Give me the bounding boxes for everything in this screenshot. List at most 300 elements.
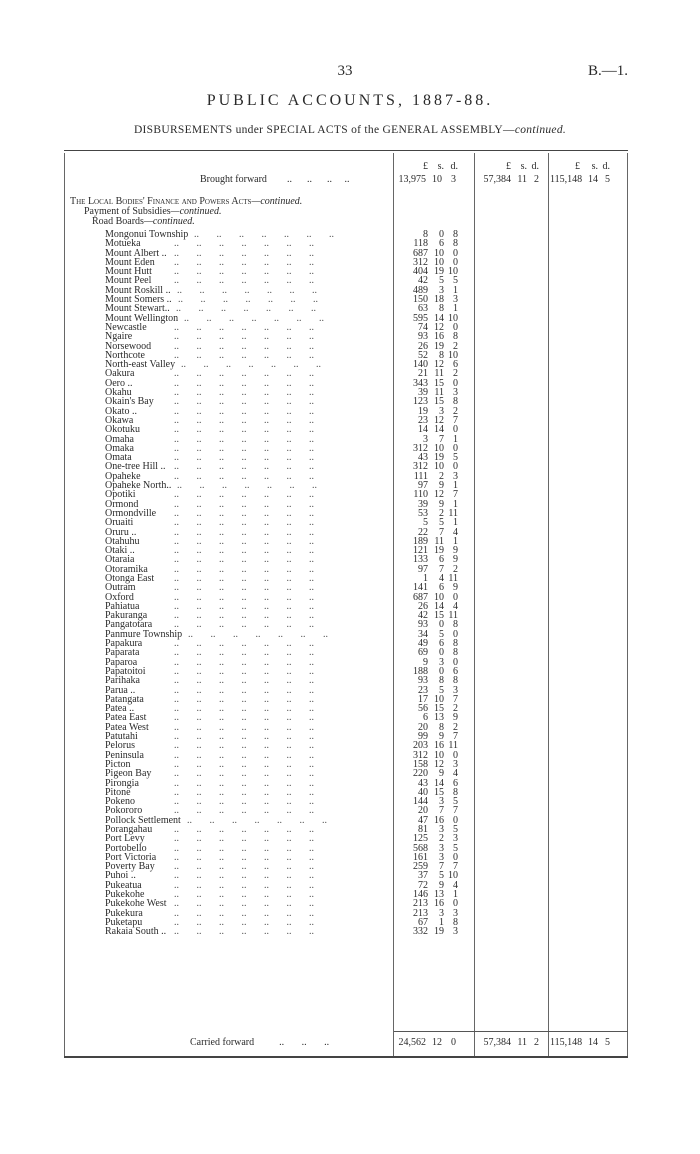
leader-dots: .. .. .. .. .. .. .. (174, 611, 314, 621)
shillings: 7 (439, 526, 444, 538)
amount (398, 927, 458, 936)
road-board-name: Papatoitoi (105, 665, 146, 677)
amount (398, 546, 458, 555)
pence: 7 (453, 861, 458, 873)
pounds: 188 (413, 665, 428, 677)
pence: 0 (453, 377, 458, 389)
pence: 10 (448, 349, 458, 361)
pounds: 99 (418, 731, 428, 743)
pence: 0 (453, 591, 458, 603)
amount (398, 295, 458, 304)
pence-header: d. (531, 161, 539, 172)
amount (398, 518, 458, 527)
shillings: 19 (434, 545, 444, 557)
road-board-name: Mount Roskill .. (105, 284, 171, 296)
pence: 8 (453, 916, 458, 928)
amount (398, 890, 458, 899)
pounds: 687 (413, 591, 428, 603)
table-row (64, 435, 628, 444)
table-row (64, 658, 628, 667)
pounds: 39 (418, 387, 428, 399)
pence: 5 (453, 796, 458, 808)
table-row (64, 397, 628, 406)
brought-forward-col1 (396, 174, 456, 185)
pence: 0 (451, 1037, 456, 1048)
road-board-name: Omaha (105, 433, 134, 445)
road-board-name: Mount Albert .. (105, 247, 167, 259)
pounds: 20 (418, 805, 428, 817)
shillings: 11 (434, 387, 444, 399)
leader-dots: .. .. .. .. .. .. .. (181, 360, 321, 370)
table-row (64, 648, 628, 657)
road-board-name: Okotuku (105, 424, 140, 436)
amount (398, 323, 458, 332)
shillings: 14 (588, 174, 598, 185)
pounds: 189 (413, 535, 428, 547)
amount (398, 555, 458, 564)
pence: 11 (448, 740, 458, 752)
pounds: 17 (418, 693, 428, 705)
road-boards-heading: Road Boards—continued. (92, 216, 195, 227)
table-row (64, 909, 628, 918)
amount (398, 528, 458, 537)
pence: 10 (448, 266, 458, 278)
pounds: 93 (418, 675, 428, 687)
shillings: 10 (434, 591, 444, 603)
leader-dots: .. .. .. .. .. .. .. (194, 230, 334, 240)
currency-header-col3 (550, 161, 610, 172)
pence: 2 (453, 340, 458, 352)
leader-dots: .. .. .. .. .. .. .. (174, 527, 314, 537)
table-row (64, 779, 628, 788)
road-board-name: Patea .. (105, 703, 135, 715)
table-row (64, 667, 628, 676)
amount (398, 741, 458, 750)
leader-dots: .. .. .. .. .. .. .. (174, 536, 314, 547)
table-row (64, 871, 628, 880)
pence: 8 (453, 396, 458, 408)
amount (398, 630, 458, 639)
leader-dots: .. .. .. .. .. .. .. (174, 239, 314, 249)
subtitle-continued: continued. (514, 124, 567, 136)
leader-dots: .. .. .. .. .. .. .. (174, 592, 314, 602)
road-board-name: Oruru .. (105, 526, 137, 538)
pence: 11 (448, 507, 458, 519)
pence: 8 (453, 331, 458, 343)
shillings: 11 (434, 535, 444, 547)
pounds: 53 (418, 507, 428, 519)
pence: 3 (453, 387, 458, 399)
carried-forward-col1 (396, 1037, 456, 1048)
pence: 10 (448, 312, 458, 324)
shillings: 14 (588, 1037, 598, 1048)
leader-dots: .. .. .. .. .. .. .. (174, 694, 314, 705)
shillings: 8 (439, 349, 444, 361)
shillings: 19 (434, 926, 444, 938)
pence: 0 (453, 749, 458, 761)
pence: 6 (453, 665, 458, 677)
currency-header-col2 (477, 161, 539, 172)
shillings: 0 (439, 619, 444, 631)
table-row (64, 528, 628, 537)
pounds: 6 (423, 712, 428, 724)
pence: 3 (453, 907, 458, 919)
road-board-name: Pahiatua (105, 600, 140, 612)
shillings: 11 (434, 368, 444, 380)
carried-forward-col3 (550, 1037, 610, 1048)
road-board-name: Puhoi .. (105, 870, 136, 882)
road-board-name: Pukekohe West (105, 898, 167, 910)
pounds: 57,384 (483, 174, 511, 185)
road-board-name: Patea East (105, 712, 147, 724)
table-row (64, 537, 628, 546)
leader-dots: .. .. .. .. .. .. .. (174, 639, 314, 649)
amount (398, 658, 458, 667)
leader-dots: .. .. .. .. .. .. .. (174, 415, 314, 426)
shillings: 9 (439, 480, 444, 492)
leader-dots: .. .. .. .. .. .. .. (174, 601, 314, 612)
road-board-name: Okato .. (105, 405, 137, 417)
amount (398, 230, 458, 239)
road-board-name: Pitone (105, 786, 131, 798)
pounds: 52 (418, 349, 428, 361)
pounds: 74 (418, 321, 428, 333)
pence: 8 (453, 619, 458, 631)
leader-dots: .. .. .. .. .. .. .. (174, 388, 314, 398)
pounds-header: £ (423, 161, 428, 172)
pence: 9 (453, 712, 458, 724)
pence: 2 (534, 174, 539, 185)
shillings: 8 (439, 721, 444, 733)
leader-dots: .. .. .. .. .. .. .. (174, 713, 314, 723)
shillings: 10 (434, 442, 444, 454)
road-board-name: Oakura (105, 368, 135, 380)
pounds: 203 (413, 740, 428, 752)
amount (398, 239, 458, 248)
table-row (64, 732, 628, 741)
amount (398, 620, 458, 629)
amount (398, 388, 458, 397)
shillings: 14 (434, 777, 444, 789)
road-board-name: Opaheke North.. (105, 480, 172, 492)
pence: 5 (453, 824, 458, 835)
leader-dots: .. .. .. .. .. .. .. (174, 350, 314, 361)
pounds: 213 (413, 907, 428, 919)
road-board-name: Ormond (105, 498, 139, 510)
leader-dots: .. .. .. .. .. .. .. (174, 499, 314, 509)
table-row (64, 788, 628, 797)
shillings: 10 (434, 461, 444, 473)
table-row (64, 360, 628, 369)
road-board-name: Parihaka (105, 675, 140, 687)
pence-header: d. (450, 161, 458, 172)
brought-forward-label: Brought forward .. .. .. .. (200, 174, 350, 185)
pounds: 568 (413, 842, 428, 854)
road-board-name: Pokeno (105, 796, 135, 808)
road-board-name: Okain's Bay (105, 396, 154, 408)
shillings: 9 (439, 879, 444, 891)
amount (398, 797, 458, 806)
road-board-name: Puketapu (105, 916, 143, 928)
shillings: 12 (434, 758, 444, 770)
pence: 4 (453, 879, 458, 891)
leader-dots: .. .. .. .. .. .. .. (176, 304, 316, 314)
leader-dots: .. .. .. .. .. .. .. (174, 657, 314, 667)
pounds: 146 (413, 889, 428, 901)
table-row (64, 630, 628, 639)
shillings: 3 (439, 842, 444, 854)
pounds: 9 (423, 656, 428, 668)
pence: 3 (453, 833, 458, 845)
pounds: 47 (418, 814, 428, 826)
shillings: 15 (434, 396, 444, 408)
pence: 0 (453, 814, 458, 826)
pence: 8 (453, 229, 458, 240)
amount (398, 834, 458, 843)
shillings: 10 (434, 749, 444, 761)
pounds: 39 (418, 498, 428, 510)
shillings: 7 (439, 433, 444, 445)
pounds: 49 (418, 638, 428, 650)
road-board-name: Mongonui Township (105, 229, 189, 240)
shillings: 10 (432, 174, 442, 185)
pounds: 259 (413, 861, 428, 873)
road-board-name: Pokororo (105, 805, 143, 817)
shillings: 14 (434, 600, 444, 612)
road-board-name: Pelorus (105, 740, 135, 752)
pounds: 312 (413, 442, 428, 454)
road-board-name: Pollock Settlement (105, 814, 181, 826)
amount (398, 267, 458, 276)
road-board-name: Opotiki (105, 489, 136, 501)
pence: 2 (534, 1037, 539, 1048)
leader-dots: .. .. .. .. .. .. .. (178, 295, 318, 305)
pounds: 110 (413, 489, 428, 501)
table-row (64, 881, 628, 890)
road-board-name: Pukekura (105, 907, 143, 919)
amount (398, 593, 458, 602)
pounds: 158 (413, 758, 428, 770)
road-board-name: Paparata (105, 647, 140, 659)
shillings: 9 (439, 498, 444, 510)
table-row (64, 574, 628, 583)
pence: 2 (453, 703, 458, 715)
leader-dots: .. .. .. .. .. .. .. (174, 917, 314, 928)
shillings: 16 (434, 331, 444, 343)
table-row (64, 369, 628, 378)
leader-dots: .. .. .. .. .. .. .. (174, 453, 314, 463)
pounds: 22 (418, 526, 428, 538)
pence: 6 (453, 359, 458, 371)
road-board-name: Northcote (105, 349, 145, 361)
pounds: 123 (413, 396, 428, 408)
pounds: 42 (418, 610, 428, 622)
road-board-name: Porangahau (105, 824, 153, 835)
table-row (64, 407, 628, 416)
pence: 10 (448, 870, 458, 882)
leader-dots: .. .. .. .. .. .. .. (174, 806, 314, 816)
road-board-name: Rakaia South .. (105, 926, 167, 938)
road-board-name: Otaki .. (105, 545, 135, 557)
road-board-name: Norsewood (105, 340, 152, 352)
road-board-name: Mount Somers .. (105, 294, 172, 306)
pence: 1 (453, 535, 458, 547)
carried-forward-col2 (477, 1037, 539, 1048)
shillings: 10 (434, 256, 444, 268)
leader-dots: .. .. .. .. .. .. .. (174, 341, 314, 351)
leader-dots: .. .. .. .. .. .. .. (174, 899, 314, 909)
act-heading: The Local Bodies' Finance and Powers Acts—continued. (70, 196, 303, 207)
table-row (64, 593, 628, 602)
table-row (64, 416, 628, 425)
road-board-name: Oruaiti (105, 517, 134, 529)
pounds: 19 (418, 405, 428, 417)
pounds: 34 (418, 628, 428, 640)
amount (398, 276, 458, 285)
table-row (64, 834, 628, 843)
section-heading (70, 197, 302, 227)
shillings: 15 (434, 377, 444, 389)
pence: 5 (453, 452, 458, 464)
shillings: 1 (439, 916, 444, 928)
pence: 8 (453, 786, 458, 798)
table-row (64, 769, 628, 778)
amount (398, 351, 458, 360)
amount (398, 779, 458, 788)
pence: 7 (453, 693, 458, 705)
pence: 1 (453, 517, 458, 529)
pence: 1 (453, 889, 458, 901)
shillings: 12 (434, 489, 444, 501)
leader-dots: .. .. .. .. .. .. .. (174, 666, 314, 677)
table-row (64, 518, 628, 527)
pence: 0 (453, 898, 458, 910)
table-row (64, 555, 628, 564)
road-board-name: Pukekohe (105, 889, 145, 901)
amount (398, 853, 458, 862)
pounds: 144 (413, 796, 428, 808)
shillings: 6 (439, 554, 444, 566)
pence: 0 (453, 656, 458, 668)
table-row (64, 862, 628, 871)
amount (398, 332, 458, 341)
pence: 9 (453, 554, 458, 566)
leader-dots: .. .. .. .. .. .. .. (174, 890, 314, 900)
shillings: 10 (434, 693, 444, 705)
amount (398, 416, 458, 425)
pence: 6 (453, 777, 458, 789)
leader-dots: .. .. .. .. .. .. .. (174, 406, 314, 416)
payment-heading: Payment of Subsidies—continued. (84, 206, 222, 217)
pounds: 5 (423, 517, 428, 529)
pence: 0 (453, 628, 458, 640)
road-board-name: Portobello (105, 842, 147, 854)
shillings: 2 (439, 833, 444, 845)
leader-dots: .. .. .. .. .. .. .. (174, 908, 314, 918)
leader-dots: .. .. .. .. .. .. .. (174, 676, 314, 686)
pounds-header: £ (506, 161, 511, 172)
shillings: 13 (434, 889, 444, 901)
pence: 1 (453, 480, 458, 492)
amount (398, 314, 458, 323)
pounds: 3 (423, 433, 428, 445)
road-board-name: Peninsula (105, 749, 144, 761)
pence: 3 (451, 174, 456, 185)
leader-dots: .. .. .. .. .. .. .. (174, 778, 314, 788)
pence: 7 (453, 489, 458, 501)
pence: 8 (453, 638, 458, 650)
road-board-name: Mount Eden (105, 256, 155, 268)
amount (398, 360, 458, 369)
leader-dots: .. .. .. .. .. .. .. (177, 285, 317, 296)
amount (398, 369, 458, 378)
pounds: 81 (418, 824, 428, 835)
table-row (64, 230, 628, 239)
leader-dots: .. .. .. .. .. .. .. (174, 555, 314, 565)
road-board-name: Mount Wellington (105, 312, 179, 324)
road-board-name: Mount Stewart.. (105, 303, 170, 315)
leader-dots: .. .. .. .. .. .. .. (174, 518, 314, 528)
road-board-name: Newcastle (105, 321, 147, 333)
amount (398, 462, 458, 471)
pounds: 118 (413, 238, 428, 250)
shillings: 9 (439, 731, 444, 743)
pence: 7 (453, 731, 458, 743)
leader-dots: .. .. .. .. .. .. .. (174, 276, 314, 286)
amount (398, 435, 458, 444)
pence: 2 (453, 405, 458, 417)
pounds: 23 (418, 684, 428, 696)
shillings: 0 (439, 665, 444, 677)
road-board-name: Pukeatua (105, 879, 142, 891)
pounds: 133 (413, 554, 428, 566)
amount (398, 816, 458, 825)
brought-forward-col2 (477, 174, 539, 185)
pounds: 26 (418, 340, 428, 352)
road-board-name: Oero .. (105, 377, 133, 389)
amount (398, 379, 458, 388)
leader-dots: .. .. .. .. .. .. .. (174, 564, 314, 574)
leader-dots: .. .. .. .. .. .. .. (174, 443, 314, 454)
shillings: 3 (439, 405, 444, 417)
leader-dots: .. .. .. .. .. .. .. (174, 462, 314, 472)
shillings: 15 (434, 610, 444, 622)
road-board-name: North-east Valley (105, 359, 176, 371)
leader-dots: .. .. .. .. .. .. .. (174, 750, 314, 760)
amount (398, 899, 458, 908)
shillings: 6 (439, 582, 444, 594)
pounds: 69 (418, 647, 428, 659)
amount (398, 286, 458, 295)
pence: 3 (453, 758, 458, 770)
pounds: 687 (413, 247, 428, 259)
shillings: 10 (434, 247, 444, 259)
pounds: 43 (418, 452, 428, 464)
pounds: 111 (413, 470, 428, 482)
road-board-name: Poverty Bay (105, 861, 155, 873)
pounds: 72 (418, 879, 428, 891)
shillings: 0 (439, 229, 444, 240)
leader-dots: .. .. .. .. .. .. .. (174, 425, 314, 435)
shillings: 3 (439, 656, 444, 668)
pence: 11 (448, 572, 458, 584)
pence: 0 (453, 442, 458, 454)
leader-dots: .. .. .. .. .. .. .. (174, 583, 314, 593)
pence: 0 (453, 851, 458, 863)
pence: 0 (453, 321, 458, 333)
leader-dots: .. .. .. .. .. .. .. (174, 927, 314, 937)
amount (398, 472, 458, 481)
